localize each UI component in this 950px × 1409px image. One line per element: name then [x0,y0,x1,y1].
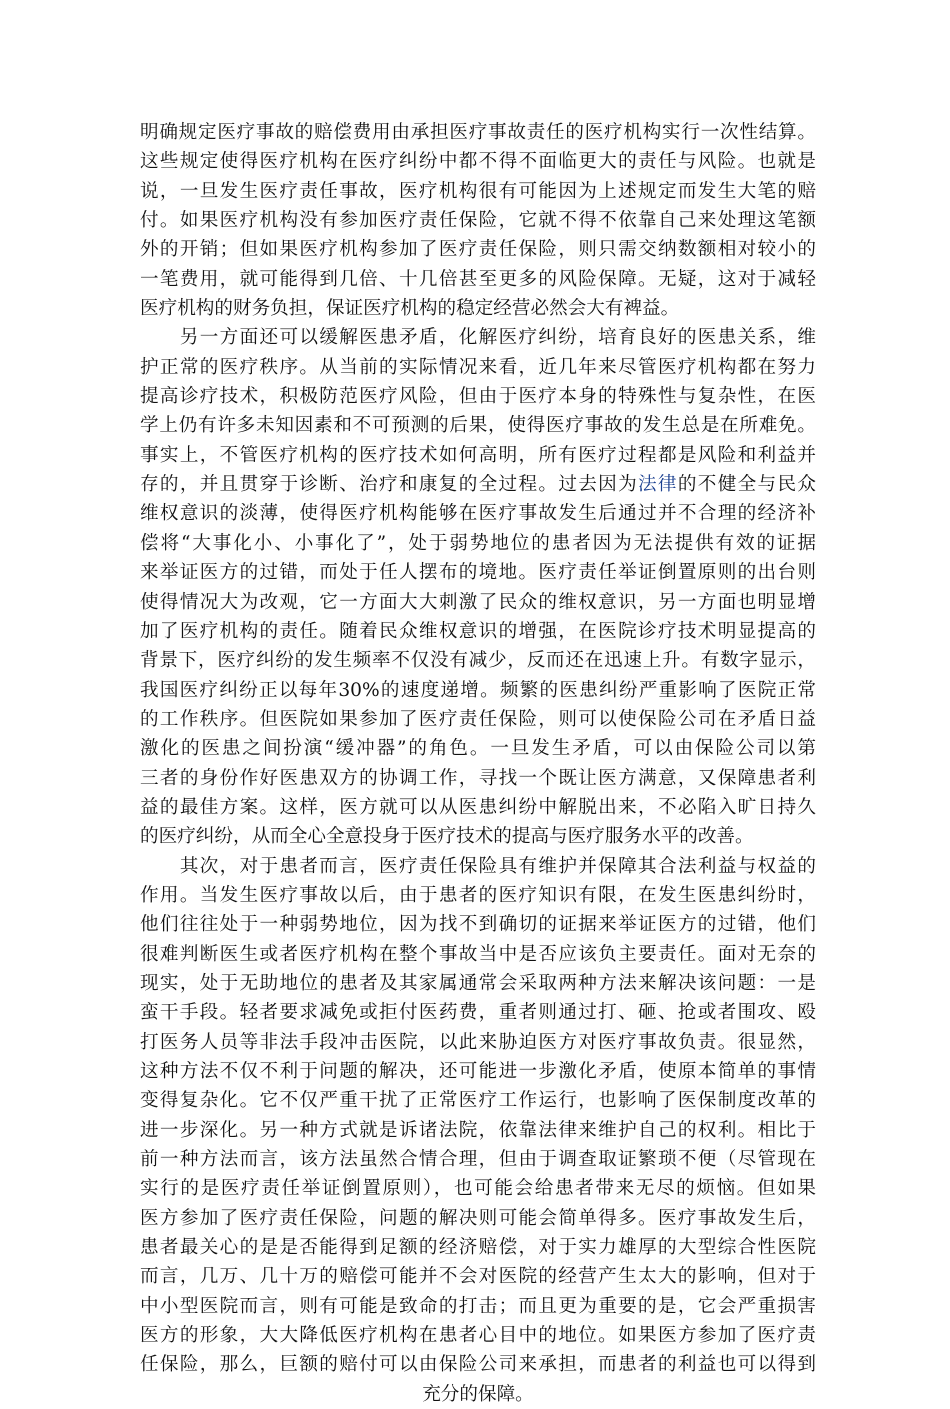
text-line: 加了医疗机构的责任。随着民众维权意识的增强，在医院诊疗技术明显提高的 [140,620,816,642]
law-link[interactable]: 法律 [638,474,678,496]
text-line: 护正常的医疗秩序。从当前的实际情况来看，近几年来尽管医疗机构都在努力 [140,356,816,378]
line-text-before-link: 存的，并且贯穿于诊断、治疗和康复的全过程。过去因为 [140,474,639,496]
text-line: 的工作秩序。但医院如果参加了医疗责任保险，则可以使保险公司在矛盾日益 [140,708,816,730]
text-line: 实行的是医疗责任举证倒置原则），也可能会给患者带来无尽的烦恼。但如果 [140,1178,816,1200]
text-line: 学上仍有许多未知因素和不可预测的后果，使得医疗事故的发生总是在所难免。 [140,415,816,437]
text-line: 进一步深化。另一种方式就是诉诸法院，依靠法律来维护自己的权利。相比于 [140,1119,816,1141]
text-line: 背景下，医疗纠纷的发生频率不仅没有减少，反而还在迅速上升。有数字显示， [140,650,816,672]
text-line: 这些规定使得医疗机构在医疗纠纷中都不得不面临更大的责任与风险。也就是 [140,151,816,173]
text-line: 激化的医患之间扮演“缓冲器”的角色。一旦发生矛盾，可以由保险公司以第 [140,738,816,760]
text-line: 的医疗纠纷，从而全心全意投身于医疗技术的提高与医疗服务水平的改善。 [140,826,754,848]
text-line: 前一种方法而言，该方法虽然合情合理，但由于调查取证繁琐不便（尽管现在 [140,1149,816,1171]
text-line: 付。如果医疗机构没有参加医疗责任保险，它就不得不依靠自己来处理这笔额 [140,210,816,232]
text-line: 另一方面还可以缓解医患矛盾，化解医疗纠纷，培育良好的医患关系，维 [140,327,816,349]
text-line: 任保险，那么，巨额的赔付可以由保险公司来承担，而患者的利益也可以得到 [140,1354,816,1376]
text-line: 充分的保障。 [422,1383,534,1405]
text-line [140,470,816,499]
text-line: 中小型医院而言，则有可能是致命的打击；而且更为重要的是，它会严重损害 [140,1295,816,1317]
text-line: 益的最佳方案。这样，医方就可以从医患纠纷中解脱出来，不必陷入旷日持久 [140,796,816,818]
text-line: 医方参加了医疗责任保险，问题的解决则可能会简单得多。医疗事故发生后， [140,1207,816,1229]
text-line: 偿将“大事化小、小事化了”，处于弱势地位的患者因为无法提供有效的证据 [140,532,816,554]
text-line: 很难判断医生或者医疗机构在整个事故当中是否应该负主要责任。面对无奈的 [140,943,816,965]
text-line: 来举证医方的过错，而处于任人摆布的境地。医疗责任举证倒置原则的出台则 [140,562,816,584]
text-line: 我国医疗纠纷正以每年30%的速度递增。频繁的医患纠纷严重影响了医院正常 [140,679,816,701]
text-line: 维权意识的淡薄，使得医疗机构能够在医疗事故发生后通过并不合理的经济补 [140,503,816,525]
text-line: 医疗机构的财务负担，保证医疗机构的稳定经营必然会大有裨益。 [140,298,680,320]
text-line: 作用。当发生医疗事故以后，由于患者的医疗知识有限，在发生医患纠纷时， [140,884,816,906]
text-line: 说，一旦发生医疗责任事故，医疗机构很有可能因为上述规定而发生大笔的赔 [140,180,816,202]
text-line: 这种方法不仅不利于问题的解决，还可能进一步激化矛盾，使原本简单的事情 [140,1061,816,1082]
text-line: 外的开销；但如果医疗机构参加了医疗责任保险，则只需交纳数额相对较小的 [140,239,816,261]
text-line: 医方的形象，大大降低医疗机构在患者心目中的地位。如果医方参加了医疗责 [140,1325,816,1347]
document-body [140,118,816,1409]
text-line: 一笔费用，就可能得到几倍、十几倍甚至更多的风险保障。无疑，这对于减轻 [140,268,816,290]
text-line: 他们往往处于一种弱势地位，因为找不到确切的证据来举证医方的过错，他们 [140,914,816,936]
text-line: 现实，处于无助地位的患者及其家属通常会采取两种方法来解决该问题：一是 [140,972,816,994]
text-line: 变得复杂化。它不仅严重干扰了正常医疗工作运行，也影响了医保制度改革的 [140,1090,816,1112]
text-line: 提高诊疗技术，积极防范医疗风险，但由于医疗本身的特殊性与复杂性，在医 [140,386,816,408]
text-line: 患者最关心的是是否能得到足额的经济赔偿，对于实力雄厚的大型综合性医院 [140,1237,816,1259]
text-line: 蛮干手段。轻者要求减免或拒付医药费，重者则通过打、砸、抢或者围攻、殴 [140,1002,816,1024]
line-text-after-link: 的不健全与民众 [677,474,816,496]
text-line: 三者的身份作好医患双方的协调工作，寻找一个既让医方满意，又保障患者利 [140,767,816,789]
text-line: 而言，几万、几十万的赔偿可能并不会对医院的经营产生太大的影响，但对于 [140,1266,816,1288]
text-line: 事实上，不管医疗机构的医疗技术如何高明，所有医疗过程都是风险和利益并 [140,444,816,466]
text-line: 打医务人员等非法手段冲击医院，以此来胁迫医方对医疗事故负责。很显然， [140,1031,816,1053]
text-line: 使得情况大为改观，它一方面大大刺激了民众的维权意识，另一方面也明显增 [140,591,816,613]
text-line: 其次，对于患者而言，医疗责任保险具有维护并保障其合法利益与权益的 [140,855,816,877]
text-line: 明确规定医疗事故的赔偿费用由承担医疗事故责任的医疗机构实行一次性结算。 [140,122,816,143]
